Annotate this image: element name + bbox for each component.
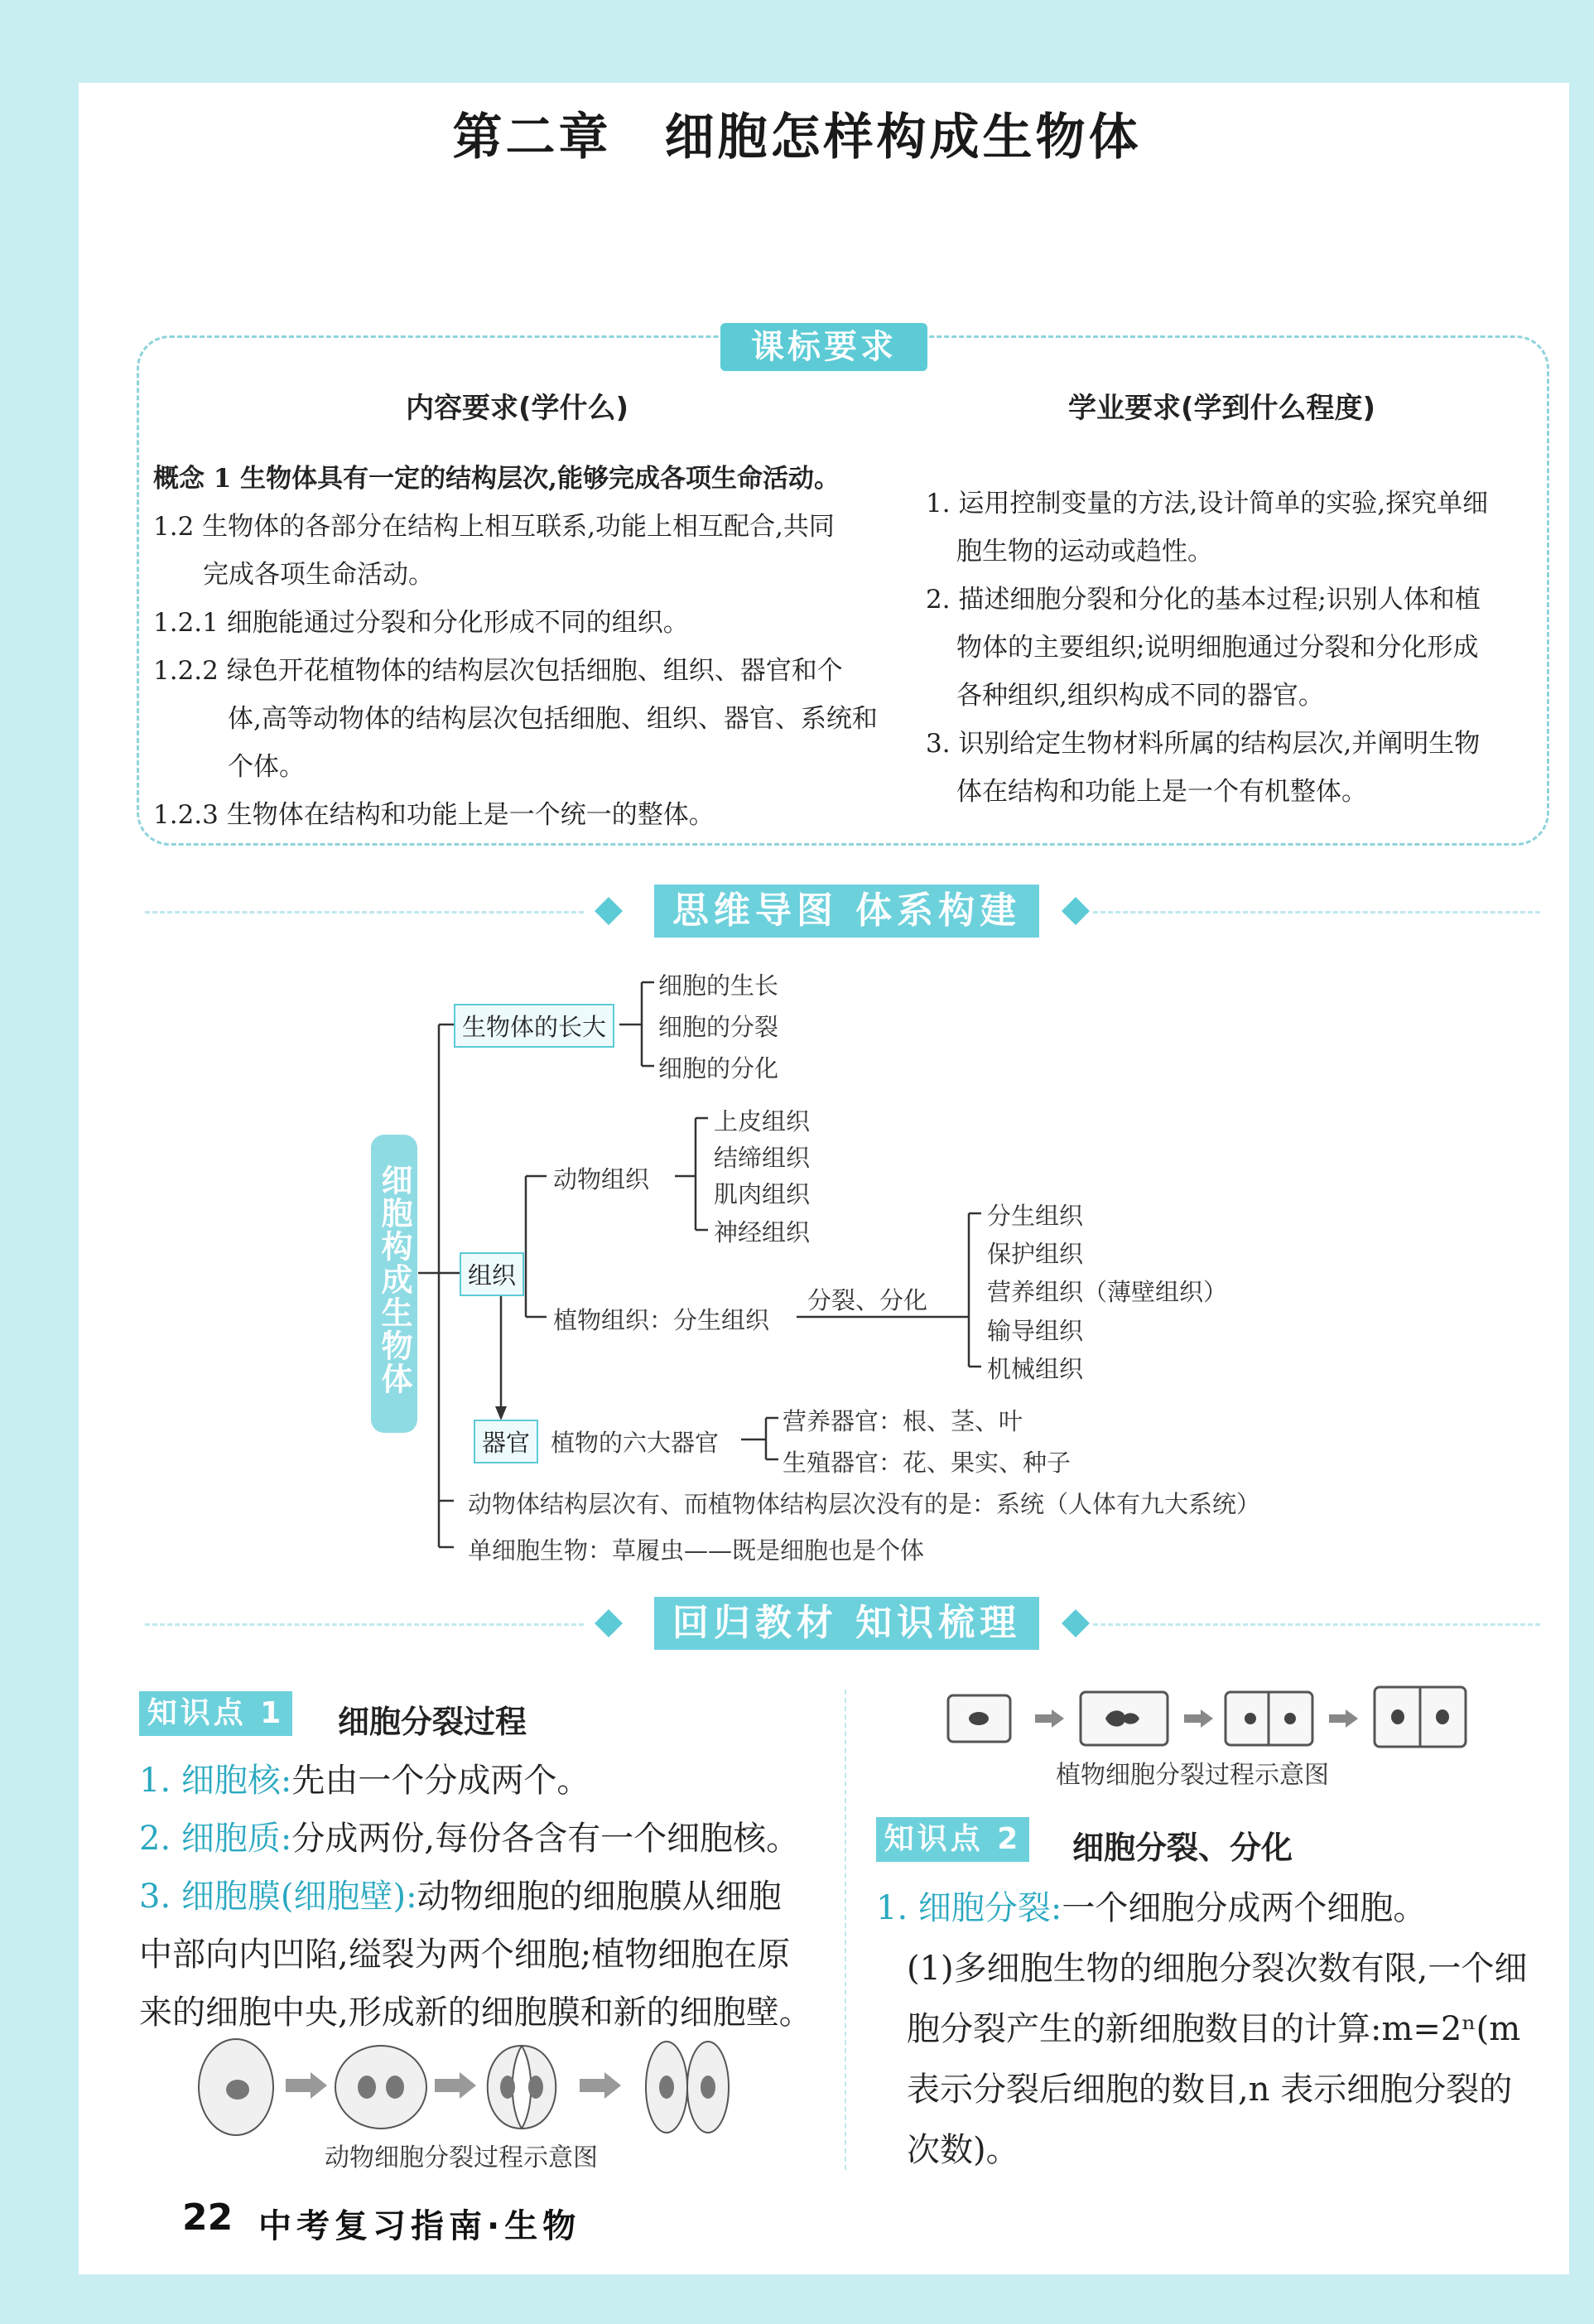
academic-requirements-header: 学业要求(学到什么程度) [1068, 392, 1376, 425]
kp2-line: 表示分裂后细胞的数目,n 表示细胞分裂的 [907, 2071, 1513, 2109]
standards-badge: 课标要求 [720, 323, 927, 371]
kp2-item-label: 1. 细胞分裂: [876, 1889, 1062, 1927]
animal-division-caption: 动物细胞分裂过程示意图 [325, 2143, 598, 2172]
section-divider [1093, 1623, 1540, 1626]
content-line: 个体。 [228, 752, 305, 782]
content-line: 1.2.3 生物体在结构和功能上是一个统一的整体。 [153, 800, 715, 830]
mindmap-animal-item: 上皮组织 [714, 1107, 811, 1135]
mindmap-growth-item: 细胞的分化 [658, 1054, 779, 1082]
content-requirements-header: 内容要求(学什么) [406, 392, 629, 425]
mindmap-plant-item: 输导组织 [987, 1317, 1084, 1345]
mindmap-plant-item: 保护组织 [987, 1240, 1084, 1268]
kp1-item-label: 1. 细胞核: [139, 1762, 292, 1800]
page-number: 22 [182, 2196, 234, 2239]
kp1-item [139, 1754, 590, 1801]
academic-line: 物体的主要组织;说明细胞通过分裂和分化形成 [956, 633, 1479, 663]
academic-line: 胞生物的运动或趋性。 [956, 537, 1213, 567]
review-badge: 回归教材 知识梳理 [654, 1597, 1039, 1650]
mindmap-animal-item: 肌肉组织 [714, 1180, 811, 1208]
academic-line: 3. 识别给定生物材料所属的结构层次,并阐明生物 [926, 729, 1481, 759]
animal-cell-division-illustration [195, 2033, 774, 2141]
kp2-line: (1)多细胞生物的细胞分裂次数有限,一个细 [907, 1950, 1528, 1988]
kp2-item-text: 一个细胞分成两个细胞。 [1062, 1889, 1427, 1927]
mindmap-organ-text: 植物的六大器官 [551, 1429, 720, 1457]
kp2-line: 胞分裂产生的新细胞数目的计算:m=2ⁿ(m [907, 2010, 1521, 2048]
content-line: 1.2.2 绿色开花植物体的结构层次包括细胞、组织、器官和个 [153, 656, 843, 686]
mindmap-node-growth: 生物体的长大 [454, 1004, 614, 1048]
section-divider [145, 1623, 584, 1626]
kp1-continued-line: 中部向内凹陷,缢裂为两个细胞;植物细胞在原 [139, 1936, 791, 1974]
book-title: 中考复习指南·生物 [258, 2207, 581, 2245]
mindmap-root: 细胞构成生物体 [371, 1135, 417, 1433]
mindmap-growth-item: 细胞的生长 [658, 972, 779, 1000]
content-line: 1.2.1 细胞能通过分裂和分化形成不同的组织。 [153, 608, 689, 638]
mindmap-animal-item: 结缔组织 [714, 1144, 811, 1172]
academic-line: 各种组织,组织构成不同的器官。 [956, 681, 1324, 711]
mindmap-note: 单细胞生物：草履虫——既是细胞也是个体 [468, 1536, 925, 1565]
content-line: 概念 1 生物体具有一定的结构层次,能够完成各项生命活动。 [153, 464, 840, 494]
mindmap-organ-item: 营养器官：根、茎、叶 [783, 1407, 1023, 1435]
kp2-badge: 知识点 2 [876, 1817, 1029, 1862]
content-line: 1.2 生物体的各部分在结构上相互联系,功能上相互配合,共同 [153, 512, 835, 542]
kp1-item [139, 1870, 782, 1917]
kp1-badge: 知识点 1 [139, 1691, 292, 1736]
content-line: 体,高等动物体的结构层次包括细胞、组织、器官、系统和 [228, 704, 878, 734]
kp1-item-label: 3. 细胞膜(细胞壁): [139, 1878, 417, 1916]
mindmap-node-organ: 器官 [474, 1420, 538, 1463]
academic-line: 体在结构和功能上是一个有机整体。 [956, 777, 1367, 807]
kp2-title: 细胞分裂、分化 [1072, 1830, 1293, 1866]
kp1-item [139, 1812, 799, 1859]
academic-line: 2. 描述细胞分裂和分化的基本过程;识别人体和植 [926, 585, 1481, 615]
mindmap-plant-item: 机械组织 [987, 1355, 1084, 1383]
kp1-item-text: 动物细胞的细胞膜从细胞 [417, 1878, 782, 1916]
mindmap-badge: 思维导图 体系构建 [654, 885, 1039, 938]
mindmap-growth-item: 细胞的分裂 [658, 1013, 779, 1041]
mindmap-plant-item: 营养组织（薄壁组织） [987, 1278, 1228, 1306]
mindmap-plant-tissue: 植物组织：分生组织 [553, 1306, 770, 1334]
mindmap-animal-item: 神经组织 [714, 1218, 811, 1246]
kp1-continued-line: 来的细胞中央,形成新的细胞膜和新的细胞壁。 [139, 1994, 812, 2032]
kp2-item [876, 1882, 1426, 1929]
mindmap-node-tissue: 组织 [460, 1252, 524, 1296]
kp1-item-text: 先由一个分成两个。 [291, 1762, 590, 1800]
mindmap-plant-item: 分生组织 [987, 1202, 1084, 1230]
kp1-item-text: 分成两份,每份各含有一个细胞核。 [291, 1820, 800, 1858]
kp2-line: 次数)。 [907, 2131, 1019, 2169]
plant-division-caption: 植物细胞分裂过程示意图 [1056, 1761, 1329, 1790]
chapter-title: 第二章 细胞怎样构成生物体 [452, 108, 1142, 166]
content-line: 完成各项生命活动。 [203, 560, 434, 590]
academic-line: 1. 运用控制变量的方法,设计简单的实验,探究单细 [926, 489, 1489, 518]
mindmap-animal-tissue: 动物组织 [553, 1165, 650, 1193]
kp1-title: 细胞分裂过程 [338, 1704, 527, 1740]
column-divider [845, 1690, 846, 2170]
mindmap-organ-item: 生殖器官：花、果实、种子 [783, 1449, 1071, 1477]
plant-cell-division-illustration [944, 1685, 1490, 1752]
mindmap-division-label: 分裂、分化 [807, 1286, 928, 1314]
mindmap-note: 动物体结构层次有、而植物体结构层次没有的是：系统（人体有九大系统） [468, 1490, 1261, 1518]
kp1-item-label: 2. 细胞质: [139, 1820, 292, 1858]
